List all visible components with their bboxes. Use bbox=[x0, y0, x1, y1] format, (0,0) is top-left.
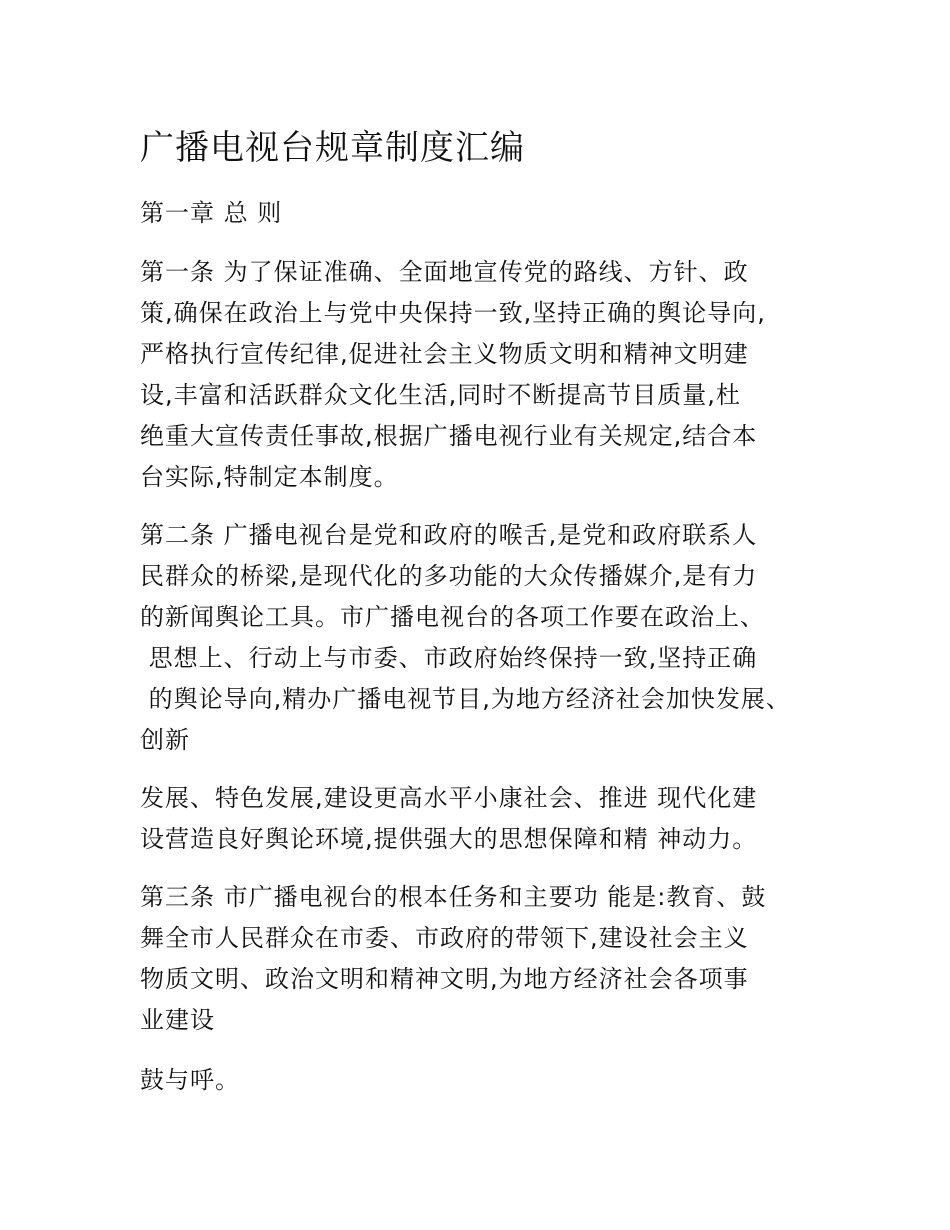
article1-line: 绝重大宣传责任事故,根据广播电视行业有关规定,结合本 bbox=[140, 422, 758, 450]
article2-line: 的舆论导向,精办广播电视节目,为地方经济社会加快发展、 bbox=[140, 685, 791, 713]
article2-line: 创新 bbox=[140, 726, 190, 754]
chapter-heading: 第一章 总 则 bbox=[140, 199, 283, 227]
article2-line: 的新闻舆论工具。市广播电视台的各项工作要在政治上、 bbox=[140, 603, 765, 631]
article3-cont-line: 鼓与呼。 bbox=[140, 1066, 240, 1094]
article2-cont-line: 发展、特色发展,建设更高水平小康社会、推进 现代化建 bbox=[140, 784, 758, 812]
article1-line: 台实际,特制定本制度。 bbox=[140, 463, 399, 491]
article1-line: 设,丰富和活跃群众文化生活,同时不断提高节目质量,杜 bbox=[140, 381, 741, 409]
article2-line: 民群众的桥梁,是现代化的多功能的大众传播媒介,是有力 bbox=[140, 562, 758, 590]
document-title: 广播电视台规章制度汇编 bbox=[140, 128, 525, 168]
article1-line: 严格执行宣传纪律,促进社会主义物质文明和精神文明建 bbox=[140, 340, 749, 368]
article3-line: 第三条 市广播电视台的根本任务和主要功 能是:教育、鼓 bbox=[140, 883, 767, 911]
article2-line: 思想上、行动上与市委、市政府始终保持一致,坚持正确 bbox=[140, 644, 758, 672]
article2-cont-line: 设营造良好舆论环境,提供强大的思想保障和精 神动力。 bbox=[140, 825, 758, 853]
article3-line: 物质文明、政治文明和精神文明,为地方经济社会各项事 bbox=[140, 965, 749, 993]
article3-line: 舞全市人民群众在市委、市政府的带领下,建设社会主义 bbox=[140, 924, 749, 952]
article3-line: 业建设 bbox=[140, 1006, 215, 1034]
article1-line: 第一条 为了保证准确、全面地宣传党的路线、方针、政 bbox=[140, 258, 749, 286]
article1-line: 策,确保在政治上与党中央保持一致,坚持正确的舆论导向, bbox=[140, 299, 766, 327]
article2-line: 第二条 广播电视台是党和政府的喉舌,是党和政府联系人 bbox=[140, 521, 758, 549]
